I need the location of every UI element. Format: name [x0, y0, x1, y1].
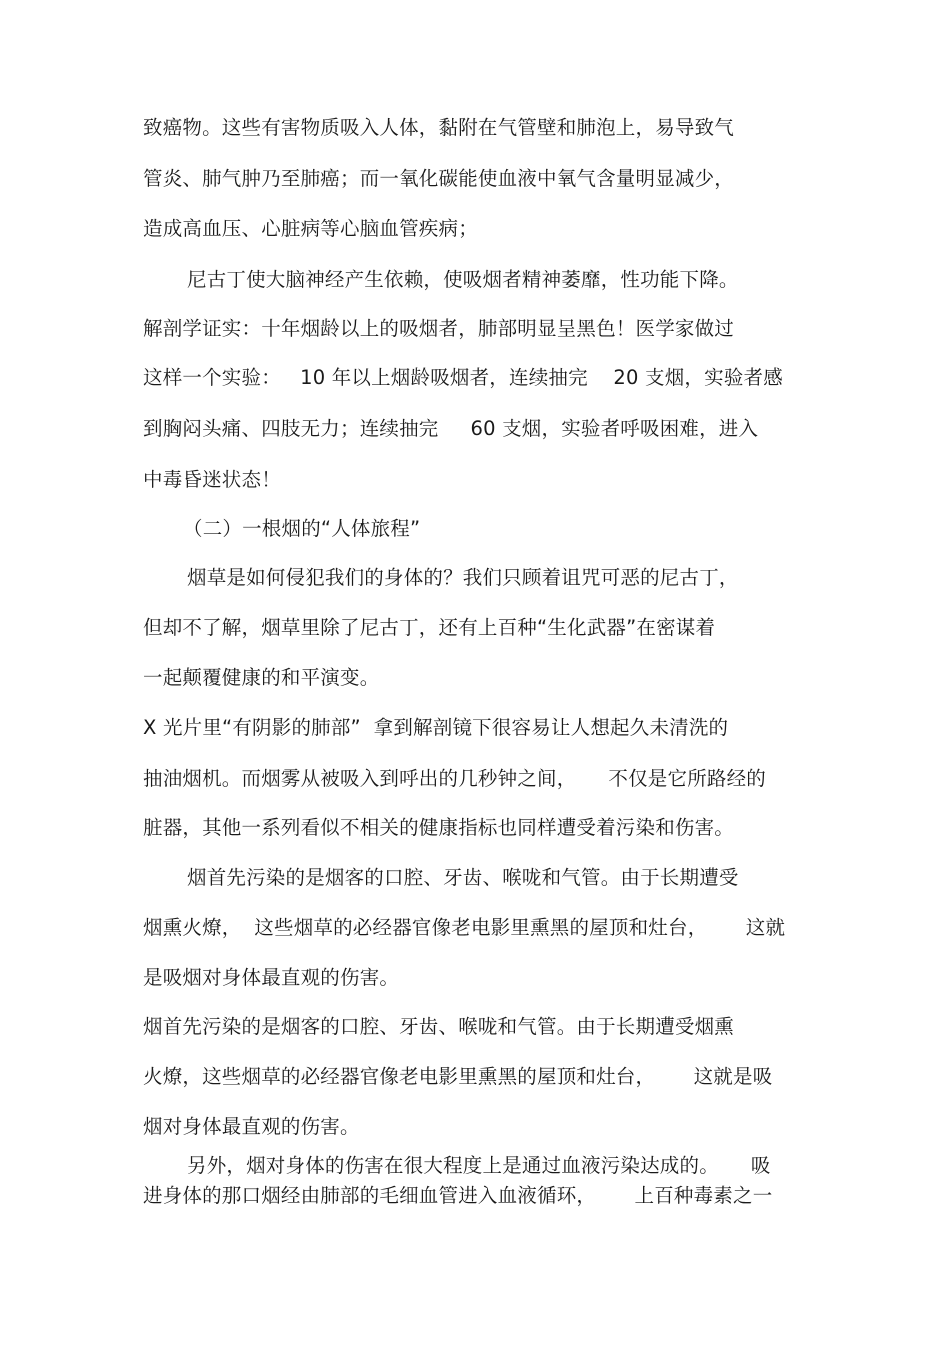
text-line: 造成高血压、心脏病等心脑血管疾病；: [143, 217, 478, 240]
text-line: 致癌物。这些有害物质吸入人体，黏附在气管壁和肺泡上，易导致气: [143, 116, 735, 139]
text-line: 中毒昏迷状态！: [143, 468, 281, 491]
text-line: 脏器，其他一系列看似不相关的健康指标也同样遭受着污染和伤害。: [143, 816, 735, 839]
text-line: 另外，烟对身体的伤害在很大程度上是通过血液污染达成的。 吸: [187, 1154, 771, 1177]
text-line: 烟首先污染的是烟客的口腔、牙齿、喉咙和气管。由于长期遭受: [187, 866, 739, 889]
text-line: 烟熏火燎， 这些烟草的必经器官像老电影里熏黑的屋顶和灶台， 这就: [143, 916, 786, 939]
section-heading: （二）一根烟的“人体旅程”: [183, 517, 421, 540]
text-line: 一起颠覆健康的和平演变。: [143, 666, 380, 689]
text-line: 火燎，这些烟草的必经器官像老电影里熏黑的屋顶和灶台， 这就是吸: [143, 1065, 773, 1088]
text-line: 烟对身体最直观的伤害。: [143, 1115, 360, 1138]
text-line: 到胸闷头痛、四肢无力；连续抽完 60 支烟，实验者呼吸困难，进入: [143, 417, 759, 440]
text-line: 但却不了解，烟草里除了尼古丁，还有上百种“生化武器”在密谋着: [143, 616, 716, 639]
text-line: X 光片里“有阴影的肺部” 拿到解剖镜下很容易让人想起久未清洗的: [143, 716, 729, 739]
text-line: 管炎、肺气肿乃至肺癌；而一氧化碳能使血液中氧气含量明显减少，: [143, 167, 735, 190]
text-line: 解剖学证实：十年烟龄以上的吸烟者，肺部明显呈黑色！医学家做过: [143, 317, 735, 340]
text-line: 抽油烟机。而烟雾从被吸入到呼出的几秒钟之间， 不仅是它所路经的: [143, 767, 766, 790]
text-line: 烟首先污染的是烟客的口腔、牙齿、喉咙和气管。由于长期遭受烟熏: [143, 1015, 735, 1038]
text-line: 烟草是如何侵犯我们的身体的？我们只顾着诅咒可恶的尼古丁，: [187, 566, 739, 589]
text-line: 是吸烟对身体最直观的伤害。: [143, 966, 400, 989]
text-line: 进身体的那口烟经由肺部的毛细血管进入血液循环， 上百种毒素之一: [143, 1184, 773, 1207]
text-line: 尼古丁使大脑神经产生依赖，使吸烟者精神萎靡，性功能下降。: [187, 268, 739, 291]
text-line: 这样一个实验： 10 年以上烟龄吸烟者，连续抽完 20 支烟，实验者感: [143, 366, 783, 389]
